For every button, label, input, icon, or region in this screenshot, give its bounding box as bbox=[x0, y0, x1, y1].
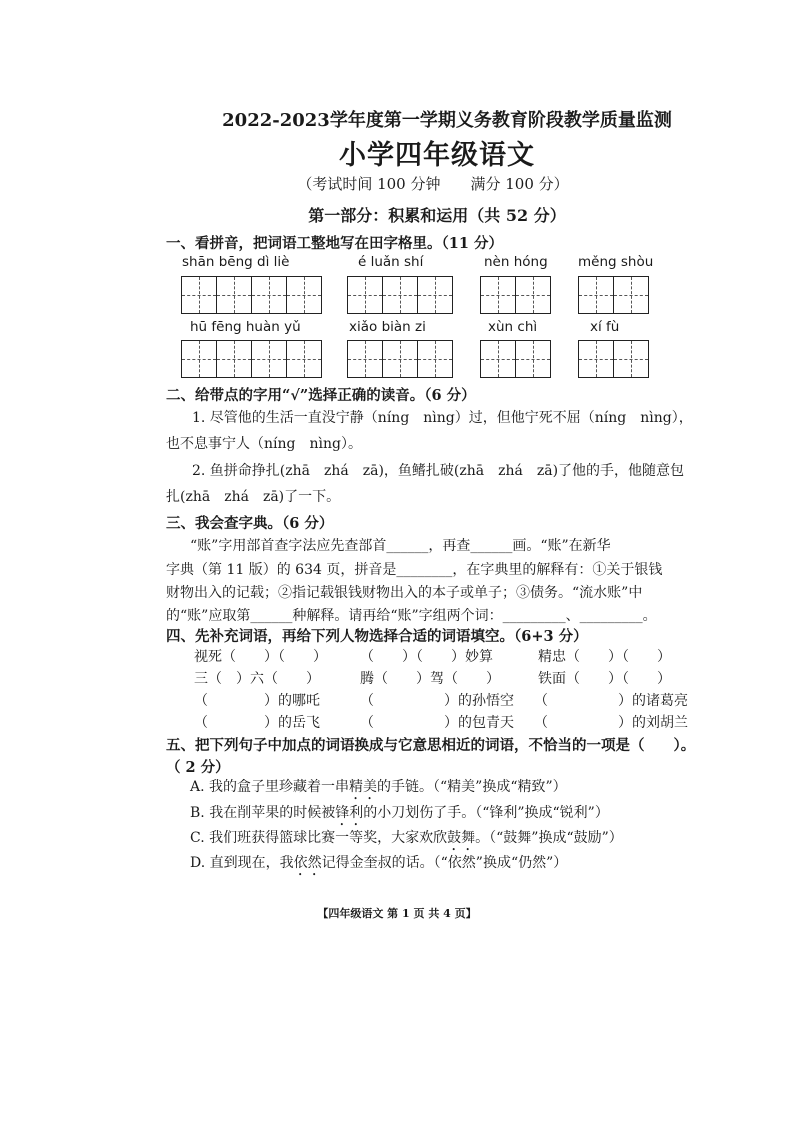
tianzige-cell[interactable] bbox=[383, 277, 418, 313]
q4-item: （ ）的孙悟空 bbox=[360, 693, 514, 709]
pinyin-2: é luǎn shí bbox=[358, 254, 424, 270]
pinyin-4: měng shòu bbox=[578, 254, 654, 270]
q3-line-4: 的“账”应取第______种解释。请再给“账”字组两个词：_________、_________。 bbox=[166, 608, 657, 624]
tianzige-cell[interactable] bbox=[287, 277, 321, 313]
tianzige-group-2[interactable] bbox=[347, 276, 453, 314]
tianzige-group-6[interactable] bbox=[347, 340, 453, 378]
tianzige-cell[interactable] bbox=[516, 341, 550, 377]
q4-item: （ ）的岳飞 bbox=[194, 715, 320, 731]
part-title: 第一部分：积累和运用（共 52 分） bbox=[308, 206, 566, 225]
pinyin-3: nèn hóng bbox=[484, 254, 548, 270]
pinyin-5: hū fēng huàn yǔ bbox=[190, 319, 301, 335]
tianzige-cell[interactable] bbox=[182, 341, 217, 377]
tianzige-cell[interactable] bbox=[182, 277, 217, 313]
option-label: C. bbox=[190, 830, 205, 846]
tianzige-group-1[interactable] bbox=[181, 276, 322, 314]
dotted-word: 精美 bbox=[349, 779, 378, 795]
page-footer: 【四年级语文 第 1 页 共 4 页】 bbox=[317, 907, 477, 920]
option-text-pre: 我在削苹果的时候被 bbox=[209, 805, 336, 821]
tianzige-cell[interactable] bbox=[252, 341, 287, 377]
q2-line-1: 1. 尽管他的生活一直没宁静（níng nìng）过，但他宁死不屈（níng nìng）， bbox=[192, 410, 693, 426]
q1-title: 一、看拼音，把词语工整地写在田字格里。（11 分） bbox=[166, 235, 503, 252]
q5-title: 五、把下列句子中加点的词语换成与它意思相近的词语，不恰当的一项是（ ）。 bbox=[166, 737, 696, 754]
q4-item: 精忠（ ）（ ） bbox=[538, 649, 671, 665]
q2-line-2: 也不息事宁人（níng nìng）。 bbox=[166, 436, 362, 452]
dotted-word: 鼓舞 bbox=[447, 830, 476, 846]
tianzige-group-3[interactable] bbox=[480, 276, 551, 314]
tianzige-cell[interactable] bbox=[579, 277, 614, 313]
q4-item: 视死（ ）（ ） bbox=[194, 649, 327, 665]
tianzige-group-4[interactable] bbox=[578, 276, 649, 314]
q4-item: （ ）的哪吒 bbox=[194, 693, 320, 709]
tianzige-cell[interactable] bbox=[217, 277, 252, 313]
tianzige-cell[interactable] bbox=[383, 341, 418, 377]
dotted-word: 依然 bbox=[293, 855, 322, 871]
q4-item: （ ）的刘胡兰 bbox=[534, 715, 688, 731]
q4-item: 三（ ）六（ ） bbox=[194, 671, 320, 687]
q4-item: （ ）的包青天 bbox=[360, 715, 514, 731]
exam-main-title: 小学四年级语文 bbox=[339, 140, 535, 171]
option-label: D. bbox=[190, 855, 206, 871]
tianzige-cell[interactable] bbox=[481, 277, 516, 313]
option-text-post: 记得金奎叔的话。（“依然”换成“仍然”） bbox=[321, 855, 568, 871]
q4-item: 铁面（ ）（ ） bbox=[538, 671, 671, 687]
tianzige-cell[interactable] bbox=[614, 341, 648, 377]
pinyin-8: xí fù bbox=[590, 319, 620, 335]
dotted-word: 锋利 bbox=[335, 805, 364, 821]
q3-line-2: 字典（第 11 版）的 634 页，拼音是________，在字典里的解释有：①关于银钱 bbox=[166, 562, 663, 578]
option-text-post: 的小刀划伤了手。（“锋利”换成“锐利”） bbox=[363, 805, 609, 821]
tianzige-group-7[interactable] bbox=[480, 340, 551, 378]
option-text-post: 。（“鼓舞”换成“鼓励”） bbox=[475, 830, 623, 846]
tianzige-cell[interactable] bbox=[516, 277, 550, 313]
pinyin-7: xùn chì bbox=[488, 319, 538, 335]
option-text-pre: 我的盒子里珍藏着一串 bbox=[209, 779, 350, 795]
tianzige-cell[interactable] bbox=[348, 341, 383, 377]
tianzige-cell[interactable] bbox=[418, 341, 452, 377]
q4-item: （ ）的诸葛亮 bbox=[534, 693, 688, 709]
tianzige-group-8[interactable] bbox=[578, 340, 649, 378]
q2-line-4: 扎(zhā zhá zā)了一下。 bbox=[166, 489, 341, 505]
option-label: A. bbox=[190, 779, 205, 795]
tianzige-cell[interactable] bbox=[252, 277, 287, 313]
tianzige-cell[interactable] bbox=[287, 341, 321, 377]
pinyin-1: shān bēng dì liè bbox=[182, 254, 290, 270]
tianzige-cell[interactable] bbox=[481, 341, 516, 377]
q3-line-1: “账”字用部首查字法应先查部首______，再查______画。“账”在新华 bbox=[190, 538, 611, 554]
pinyin-6: xiǎo biàn zi bbox=[349, 319, 426, 335]
q2-line-3: 2. 鱼拼命挣扎(zhā zhá zā)，鱼鳍扎破(zhā zhá zā)了他的手，他随意包 bbox=[192, 463, 685, 479]
q5-score: （ 2 分） bbox=[166, 759, 230, 776]
q2-title: 二、给带点的字用“√”选择正确的读音。（6 分） bbox=[166, 387, 476, 404]
q5-option-c[interactable] bbox=[190, 827, 623, 854]
q4-item: （ ）（ ）妙算 bbox=[360, 649, 493, 665]
q3-title: 三、我会查字典。（6 分） bbox=[166, 515, 334, 532]
option-text-pre: 我们班获得篮球比赛一等奖，大家欢欣 bbox=[209, 830, 448, 846]
tianzige-cell[interactable] bbox=[614, 277, 648, 313]
q5-option-a[interactable] bbox=[190, 776, 567, 803]
exam-title-top: 2022-2023学年度第一学期义务教育阶段教学质量监测 bbox=[222, 110, 672, 131]
tianzige-cell[interactable] bbox=[418, 277, 452, 313]
option-text-post: 的手链。（“精美”换成“精致”） bbox=[377, 779, 567, 795]
option-text-pre: 直到现在，我 bbox=[209, 855, 294, 871]
exam-time-info: （考试时间 100 分钟 满分 100 分） bbox=[297, 175, 569, 193]
tianzige-cell[interactable] bbox=[579, 341, 614, 377]
q4-item: 腾（ ）驾（ ） bbox=[360, 671, 500, 687]
option-label: B. bbox=[190, 805, 205, 821]
tianzige-cell[interactable] bbox=[348, 277, 383, 313]
q5-option-b[interactable] bbox=[190, 802, 609, 829]
tianzige-cell[interactable] bbox=[217, 341, 252, 377]
q3-line-3: 财物出入的记载；②指记载银钱财物出入的本子或单子；③债务。“流水账”中 bbox=[166, 585, 643, 601]
tianzige-group-5[interactable] bbox=[181, 340, 322, 378]
q5-option-d[interactable] bbox=[190, 852, 567, 879]
q4-title: 四、先补充词语，再给下列人物选择合适的词语填空。（6+3 分） bbox=[166, 628, 588, 645]
